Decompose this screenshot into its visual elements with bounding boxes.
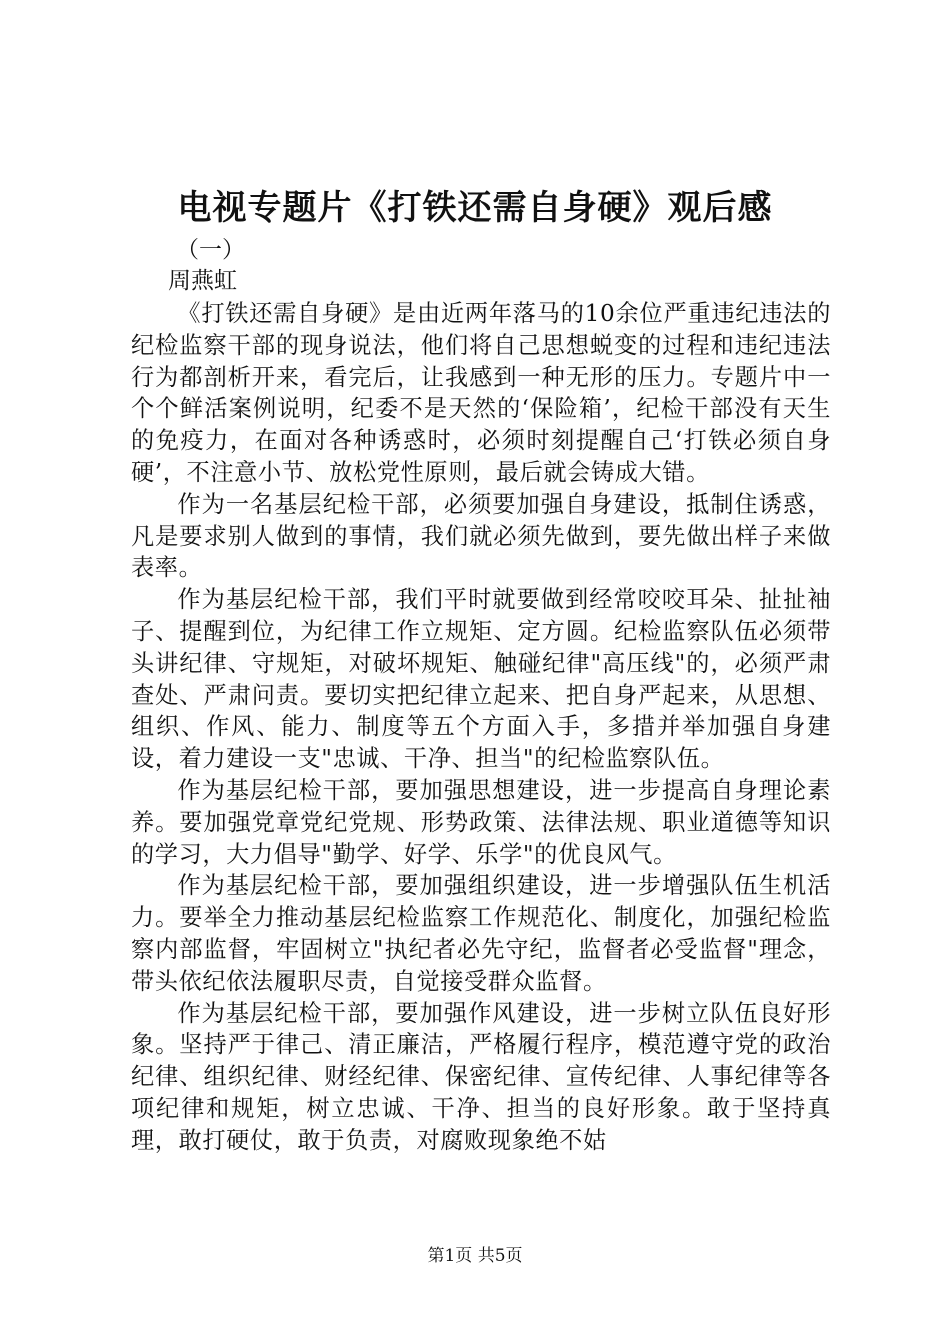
paragraph: 作为基层纪检干部，要加强作风建设，进一步树立队伍良好形象。坚持严于律己、清正廉洁，严格履行程序，模范遵守党的政治纪律、组织纪律、财经纪律、保密纪律、宣传纪律、人事纪律等各项纪律和规矩，树立忠诚、干净、担当的良好形象。敢于坚持真理，敢打硬仗，敢于负责，对腐败现象绝不姑 (131, 999, 831, 1154)
paragraph: 作为基层纪检干部，要加强思想建设，进一步提高自身理论素养。要加强党章党纪党规、形势政策、法律法规、职业道德等知识的学习，大力倡导"勤学、好学、乐学"的优良风气。 (131, 776, 831, 868)
paragraph: 作为基层纪检干部，我们平时就要做到经常咬咬耳朵、扯扯袖子、提醒到位，为纪律工作立规矩、定方圆。纪检监察队伍必须带头讲纪律、守规矩，对破坏规矩、触碰纪律"高压线"的，必须严肃查处、严肃问责。要切实把纪律立起来、把自身严起来，从思想、组织、作风、能力、制度等五个方面入手，多措并举加强自身建设，着力建设一支"忠诚、干净、担当"的纪检监察队伍。 (131, 586, 831, 773)
paragraph: 作为基层纪检干部，要加强组织建设，进一步增强队伍生机活力。要举全力推动基层纪检监察工作规范化、制度化，加强纪检监察内部监督，牢固树立"执纪者必先守纪，监督者必受监督"理念，带头依纪依法履职尽责，自觉接受群众监督。 (131, 872, 831, 995)
page-footer: 第1页 共5页 (427, 1246, 523, 1266)
document-title: 电视专题片《打铁还需自身硬》观后感 (177, 188, 773, 228)
paragraph: 作为一名基层纪检干部，必须要加强自身建设，抵制住诱惑，凡是要求别人做到的事情，我们就必须先做到，要先做出样子来做表率。 (131, 490, 831, 582)
paragraph: 《打铁还需自身硬》是由近两年落马的10余位严重违纪违法的纪检监察干部的现身说法，他们将自己思想蜕变的过程和违纪违法行为都剖析开来，看完后，让我感到一种无形的压力。专题片中一个个鲜活案例说明，纪委不是天然的‘保险箱’，纪检干部没有天生的免疫力，在面对各种诱惑时，必须时刻提醒自己‘打铁必须自身硬’，不注意小节、放松党性原则，最后就会铸成大错。 (131, 300, 831, 486)
document-subtitle: （一） (176, 237, 245, 263)
document-body (131, 298, 831, 1157)
author-name: 周燕虹 (168, 268, 237, 294)
